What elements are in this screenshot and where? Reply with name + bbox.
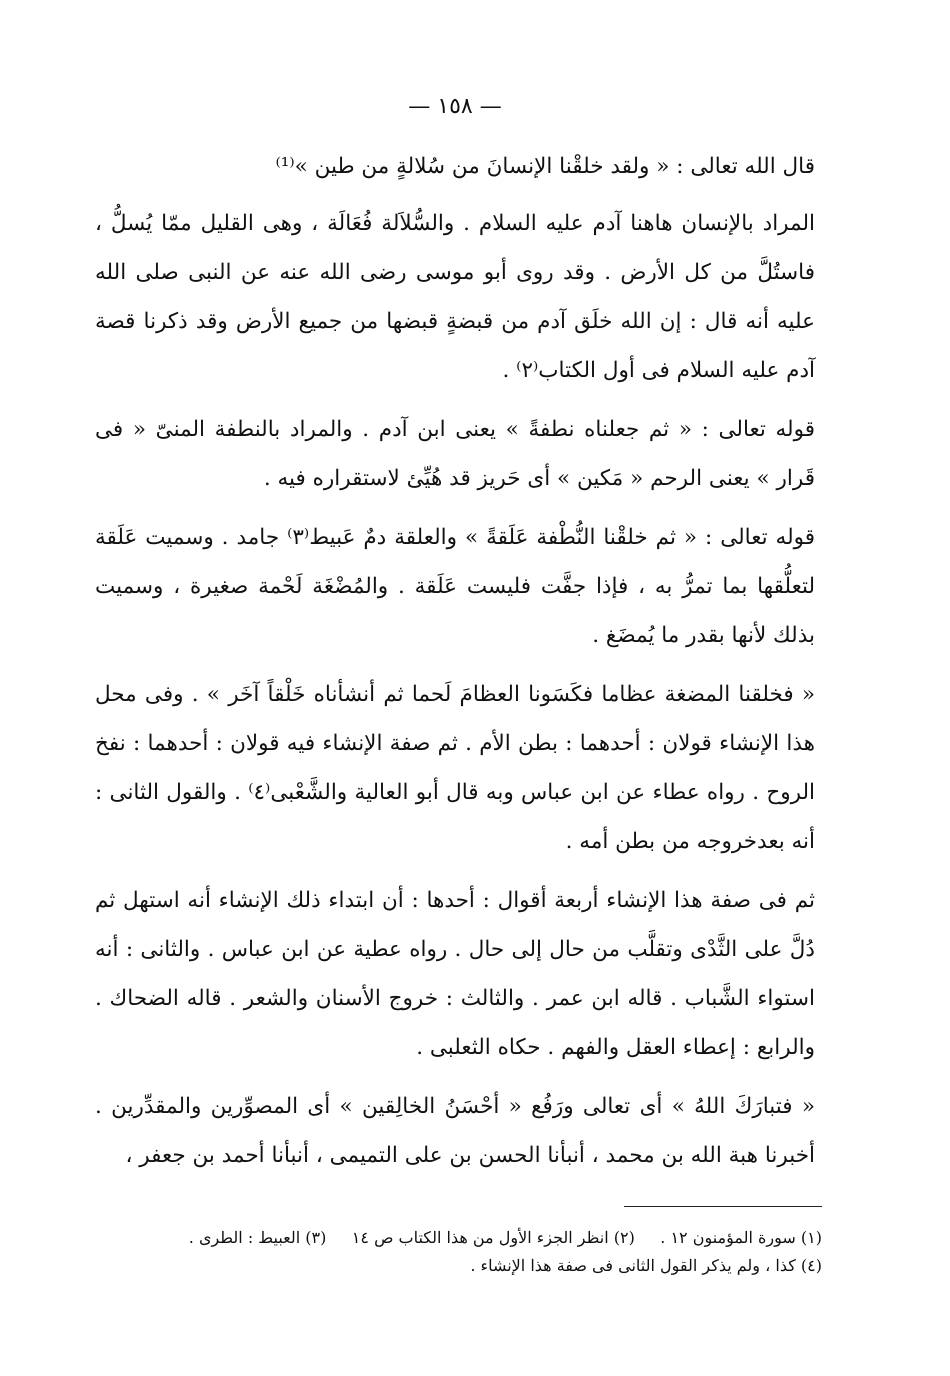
footnote-2: (٢) انظر الجزء الأول من هذا الكتاب ص ١٤ [351, 1228, 635, 1247]
footnote-line-1 [102, 1224, 822, 1252]
paragraph-nutfa: قوله تعالى : « ثم جعلناه نطفةً » يعنى ابن آدم . والمراد بالنطفة المنىّ « فى قَرار » يعنى الرحم « مَكين » أى حَريز قد هُيِّئ لاستقراره فيه . [95, 417, 815, 491]
footnote-divider [624, 1206, 822, 1207]
page-number: — ١٥٨ — [408, 94, 502, 119]
paragraph-sulala: المراد بالإنسان هاهنا آدم عليه السلام . والسُّلاَلة فُعَالَة ، وهى القليل ممّا يُسلُّ ، فاستُلَّ من كل الأرض . وقد روى أبو موسى رضى الله عنه عن النبى صلى الله عليه أنه قال : إن الله خلَق آدم من قبضةٍ قبضها من جميع الأرض وقد ذكرنا قصة آدم عليه السلام فى أول الكتاب⁽٢⁾ . [95, 211, 815, 383]
paragraph-four-sayings: ثم فى صفة هذا الإنشاء أربعة أقوال : أحدها : أن ابتداء ذلك الإنشاء أنه استهل ثم دُلَّ على الثَّدْى وتقلَّب من حال إلى حال . رواه عطية عن ابن عباس . والثانى : أنه استواء الشَّباب . قاله ابن عمر . والثالث : خروج الأسنان والشعر . قاله الضحاك . والرابع : إعطاء العقل والفهم . حكاه الثعلبى . [95, 888, 815, 1060]
footnotes [102, 1224, 822, 1280]
verse-quote: قال الله تعالى : « ولقد خلقْنا الإنسانَ من سُلالةٍ من طين »⁽¹⁾ [275, 154, 815, 179]
paragraph-alaqa: قوله تعالى : « ثم خلقْنا النُّطْفة عَلَقةً » والعلقة دمٌ عَبيط⁽٣⁾ جامد . وسميت عَلَقة لتعلُّقها بما تمرُّ به ، فإذا جفَّت فليست عَلَقة . والمُضْغَة لَحْمة صغيرة ، وسميت بذلك لأنها بقدر ما يُمضَغ . [95, 525, 816, 648]
paragraph-inshaa: « فخلقنا المضغة عظاما فكَسَونا العظامَ لَحما ثم أنشأناه خَلْقاً آخَر » . وفى محل هذا الإنشاء قولان : أحدهما : بطن الأم . ثم صفة الإنشاء فيه قولان : أحدهما : نفخ الروح . رواه عطاء عن ابن عباس وبه قال أبو العالية والشَّعْبى⁽٤⁾ . والقول الثانى : أنه بعدخروجه من بطن أمه . [95, 682, 815, 854]
footnote-4: (٤) كذا ، ولم يذكر القول الثانى فى صفة هذا الإنشاء . [470, 1256, 822, 1275]
footnote-1: (١) سورة المؤمنون ١٢ . [660, 1228, 822, 1247]
paragraph-tabaraka: « فتبارَكَ اللهُ » أى تعالى ورَفُع « أحْسَنُ الخالِقين » أى المصوِّرين والمقدِّرين . أخبرنا هبة الله بن محمد ، أنبأنا الحسن بن على التميمى ، أنبأنا أحمد بن جعفر ، [95, 1094, 815, 1168]
footnote-3: (٣) العبيط : الطرى . [188, 1228, 327, 1247]
